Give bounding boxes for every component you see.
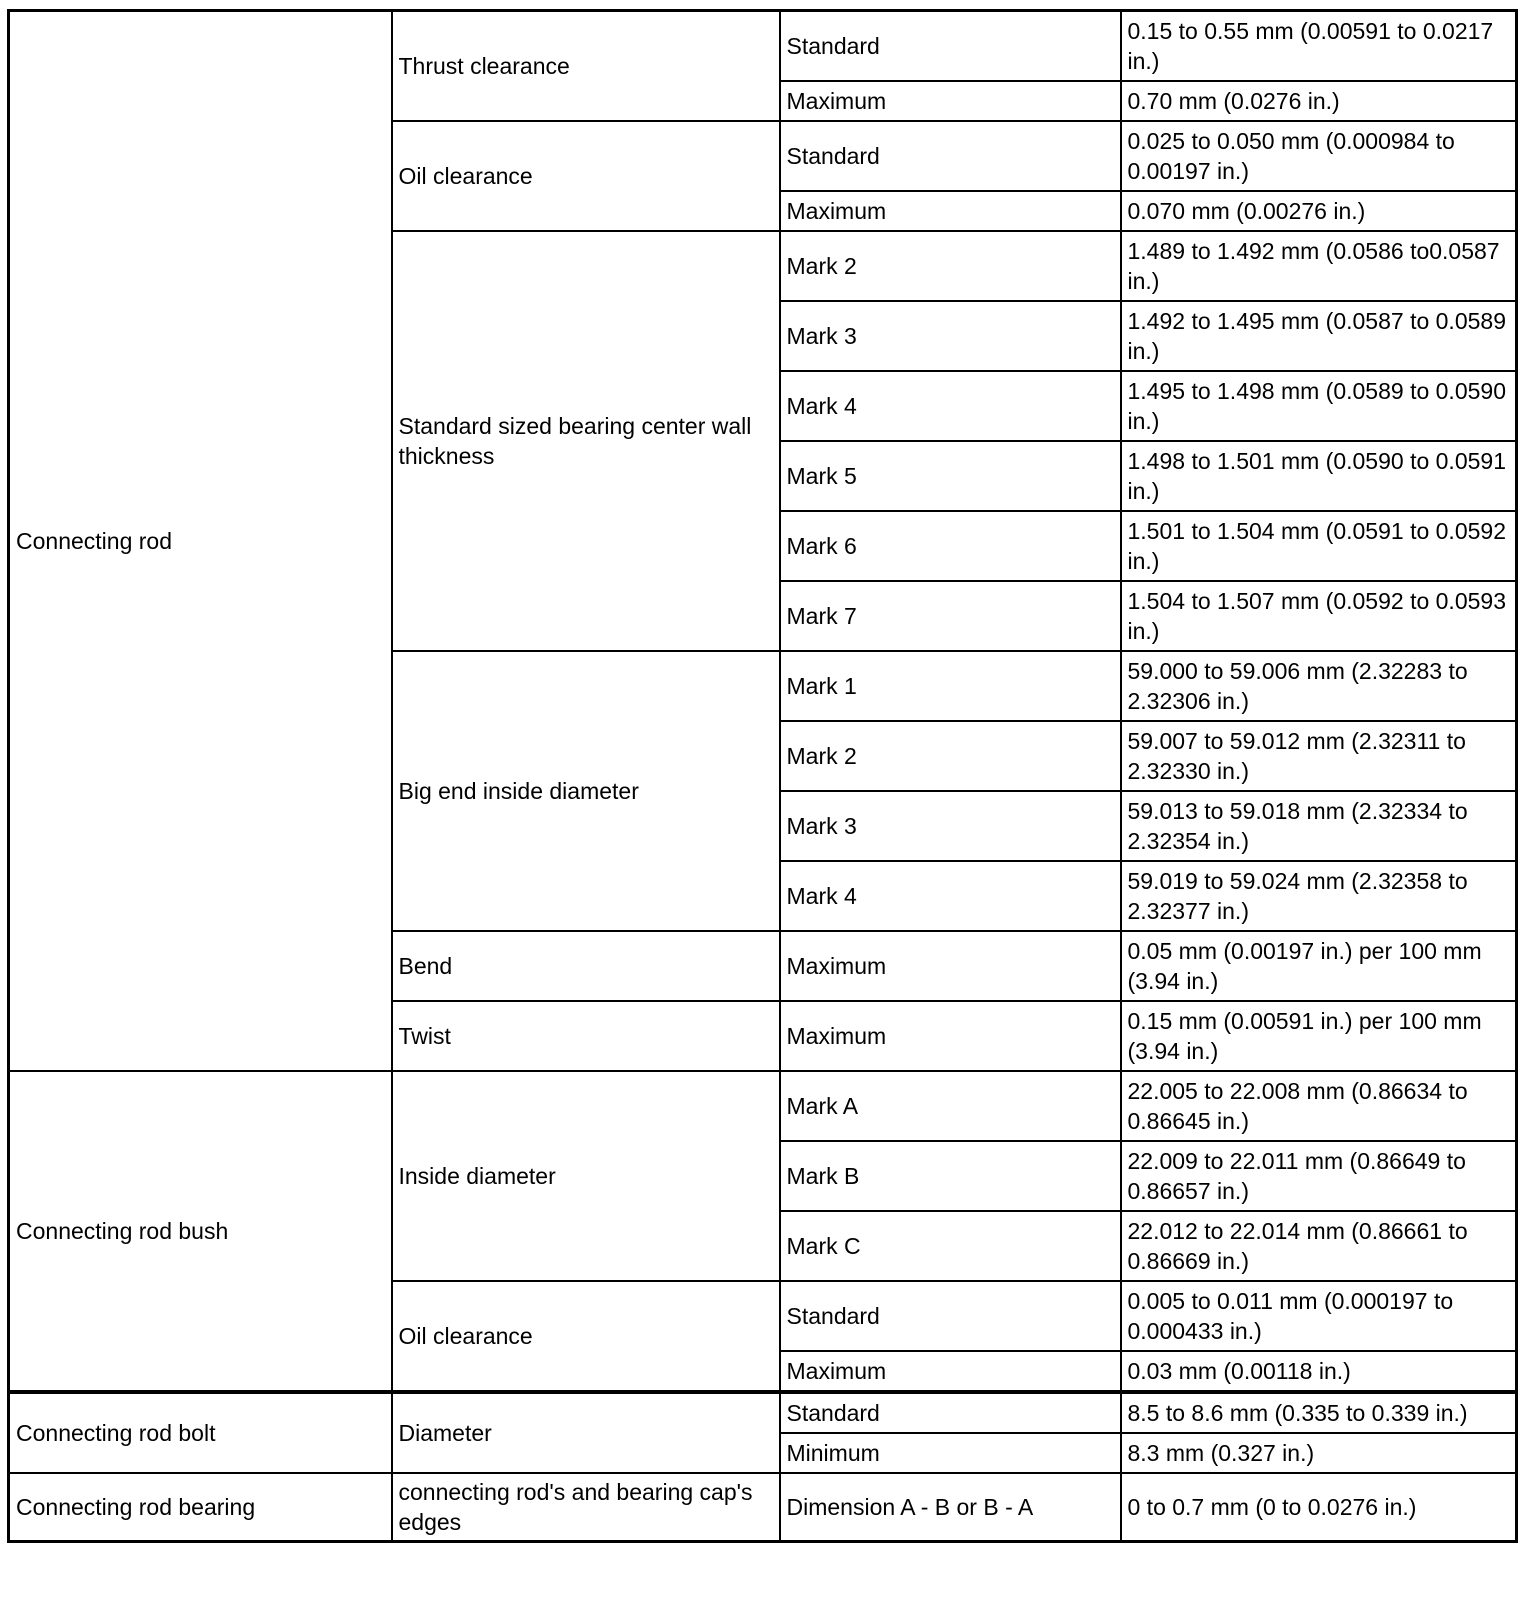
item-cell: connecting rod's and bearing cap's edges [392,1473,780,1542]
item-cell: Big end inside diameter [392,651,780,931]
value-cell: 1.504 to 1.507 mm (0.0592 to 0.0593 in.) [1121,581,1517,651]
value-cell: 1.498 to 1.501 mm (0.0590 to 0.0591 in.) [1121,441,1517,511]
value-cell: 0.15 mm (0.00591 in.) per 100 mm (3.94 in.) [1121,1001,1517,1071]
value-cell: 59.000 to 59.006 mm (2.32283 to 2.32306 in.) [1121,651,1517,721]
table-row [9,1473,1517,1542]
value-cell: 1.492 to 1.495 mm (0.0587 to 0.0589 in.) [1121,301,1517,371]
value-cell: 22.009 to 22.011 mm (0.86649 to 0.86657 in.) [1121,1141,1517,1211]
value-cell: 59.013 to 59.018 mm (2.32334 to 2.32354 in.) [1121,791,1517,861]
condition-cell: Mark 7 [780,581,1121,651]
item-cell: Diameter [392,1392,780,1473]
part-cell: Connecting rod bush [9,1071,392,1392]
condition-cell: Standard [780,121,1121,191]
value-cell: 0.70 mm (0.0276 in.) [1121,81,1517,121]
condition-cell: Mark 1 [780,651,1121,721]
condition-cell: Standard [780,11,1121,82]
item-cell: Thrust clearance [392,11,780,122]
value-cell: 59.019 to 59.024 mm (2.32358 to 2.32377 in.) [1121,861,1517,931]
value-cell: 0.03 mm (0.00118 in.) [1121,1351,1517,1392]
condition-cell: Mark 4 [780,861,1121,931]
value-cell: 0.005 to 0.011 mm (0.000197 to 0.000433 in.) [1121,1281,1517,1351]
value-cell: 22.005 to 22.008 mm (0.86634 to 0.86645 in.) [1121,1071,1517,1141]
condition-cell: Mark A [780,1071,1121,1141]
condition-cell: Mark 3 [780,791,1121,861]
condition-cell: Mark B [780,1141,1121,1211]
condition-cell: Mark 6 [780,511,1121,581]
item-cell: Inside diameter [392,1071,780,1281]
value-cell: 1.495 to 1.498 mm (0.0589 to 0.0590 in.) [1121,371,1517,441]
table-row [9,1071,1517,1141]
condition-cell: Maximum [780,1001,1121,1071]
condition-cell: Standard [780,1281,1121,1351]
table-row [9,11,1517,82]
condition-cell: Mark 2 [780,231,1121,301]
item-cell: Bend [392,931,780,1001]
condition-cell: Maximum [780,931,1121,1001]
part-cell: Connecting rod bearing [9,1473,392,1542]
item-cell: Oil clearance [392,1281,780,1392]
condition-cell: Mark 4 [780,371,1121,441]
condition-cell: Maximum [780,191,1121,231]
condition-cell: Mark C [780,1211,1121,1281]
item-cell: Twist [392,1001,780,1071]
specification-table [7,9,1518,1543]
value-cell: 0 to 0.7 mm (0 to 0.0276 in.) [1121,1473,1517,1542]
value-cell: 1.489 to 1.492 mm (0.0586 to0.0587 in.) [1121,231,1517,301]
item-cell: Standard sized bearing center wall thickness [392,231,780,651]
value-cell: 0.15 to 0.55 mm (0.00591 to 0.0217 in.) [1121,11,1517,82]
condition-cell: Dimension A - B or B - A [780,1473,1121,1542]
value-cell: 59.007 to 59.012 mm (2.32311 to 2.32330 in.) [1121,721,1517,791]
part-cell: Connecting rod bolt [9,1392,392,1473]
condition-cell: Maximum [780,81,1121,121]
value-cell: 0.05 mm (0.00197 in.) per 100 mm (3.94 in.) [1121,931,1517,1001]
condition-cell: Maximum [780,1351,1121,1392]
value-cell: 1.501 to 1.504 mm (0.0591 to 0.0592 in.) [1121,511,1517,581]
condition-cell: Mark 3 [780,301,1121,371]
condition-cell: Mark 5 [780,441,1121,511]
condition-cell: Mark 2 [780,721,1121,791]
condition-cell: Minimum [780,1433,1121,1473]
value-cell: 0.070 mm (0.00276 in.) [1121,191,1517,231]
value-cell: 8.3 mm (0.327 in.) [1121,1433,1517,1473]
condition-cell: Standard [780,1392,1121,1433]
value-cell: 8.5 to 8.6 mm (0.335 to 0.339 in.) [1121,1392,1517,1433]
part-cell: Connecting rod [9,11,392,1072]
value-cell: 22.012 to 22.014 mm (0.86661 to 0.86669 in.) [1121,1211,1517,1281]
value-cell: 0.025 to 0.050 mm (0.000984 to 0.00197 in.) [1121,121,1517,191]
item-cell: Oil clearance [392,121,780,231]
table-row [9,1392,1517,1433]
